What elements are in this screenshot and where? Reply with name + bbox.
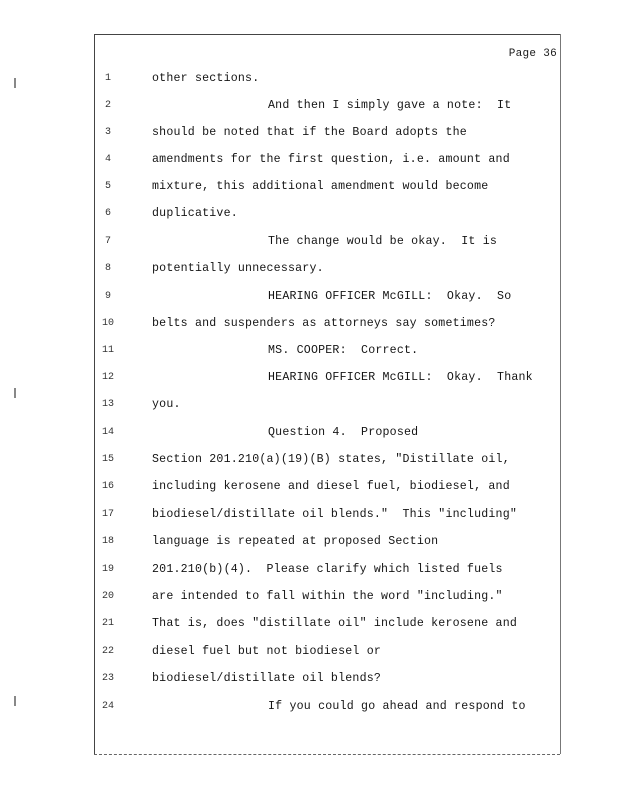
line-number: 23 [101,673,114,684]
line-number: 7 [104,236,111,247]
line-number: 13 [101,399,114,410]
line-number: 10 [101,318,114,329]
line-number: 17 [101,509,114,520]
transcript-line: should be noted that if the Board adopts the [152,126,467,139]
line-number: 22 [101,646,114,657]
transcript-line: you. [152,398,181,411]
page-border-top [94,34,560,35]
transcript-line: amendments for the first question, i.e. amount and [152,153,510,166]
scan-mark [14,388,16,398]
transcript-line: duplicative. [152,207,238,220]
line-number: 14 [101,427,114,438]
line-number: 8 [104,263,111,274]
line-number: 5 [104,181,111,192]
scan-mark [14,78,16,88]
line-number: 4 [104,154,111,165]
line-number: 9 [104,291,111,302]
transcript-line: language is repeated at proposed Section [152,535,439,548]
transcript-line: belts and suspenders as attorneys say sometimes? [152,317,496,330]
transcript-line: The change would be okay. It is [268,235,498,248]
transcript-line: 201.210(b)(4). Please clarify which listed fuels [152,563,503,576]
line-number: 21 [101,618,114,629]
page-border-left [94,34,95,754]
transcript-line: That is, does "distillate oil" include kerosene and [152,617,518,630]
line-number: 24 [101,701,114,712]
line-number: 3 [104,127,111,138]
transcript-line: other sections. [152,72,260,85]
transcript-line: HEARING OFFICER McGILL: Okay. Thank [268,371,533,384]
line-number: 12 [101,372,114,383]
line-number: 2 [104,100,111,111]
transcript-line: including kerosene and diesel fuel, biodiesel, and [152,480,510,493]
transcript-line: Section 201.210(a)(19)(B) states, "Distillate oil, [152,453,510,466]
line-number: 6 [104,208,111,219]
scan-mark [14,696,16,706]
transcript-line: biodiesel/distillate oil blends? [152,672,382,685]
line-number: 16 [101,481,114,492]
page-border-bottom [94,754,560,755]
line-number: 11 [101,345,114,356]
transcript-line: Question 4. Proposed [268,426,419,439]
transcript-line: diesel fuel but not biodiesel or [152,645,382,658]
transcript-line: mixture, this additional amendment would become [152,180,489,193]
page-border-right [560,34,561,754]
line-number: 19 [101,564,114,575]
transcript-line: biodiesel/distillate oil blends." This "including" [152,508,518,521]
line-number: 1 [104,73,111,84]
transcript-line: If you could go ahead and respond to [268,700,526,713]
line-number: 18 [101,536,114,547]
transcript-line: MS. COOPER: Correct. [268,344,419,357]
page-number: Page 36 [508,48,557,60]
line-number: 15 [101,454,114,465]
transcript-line: HEARING OFFICER McGILL: Okay. So [268,290,512,303]
transcript-line: potentially unnecessary. [152,262,324,275]
line-number: 20 [101,591,114,602]
transcript-line: And then I simply gave a note: It [268,99,512,112]
transcript-line: are intended to fall within the word "including." [152,590,503,603]
